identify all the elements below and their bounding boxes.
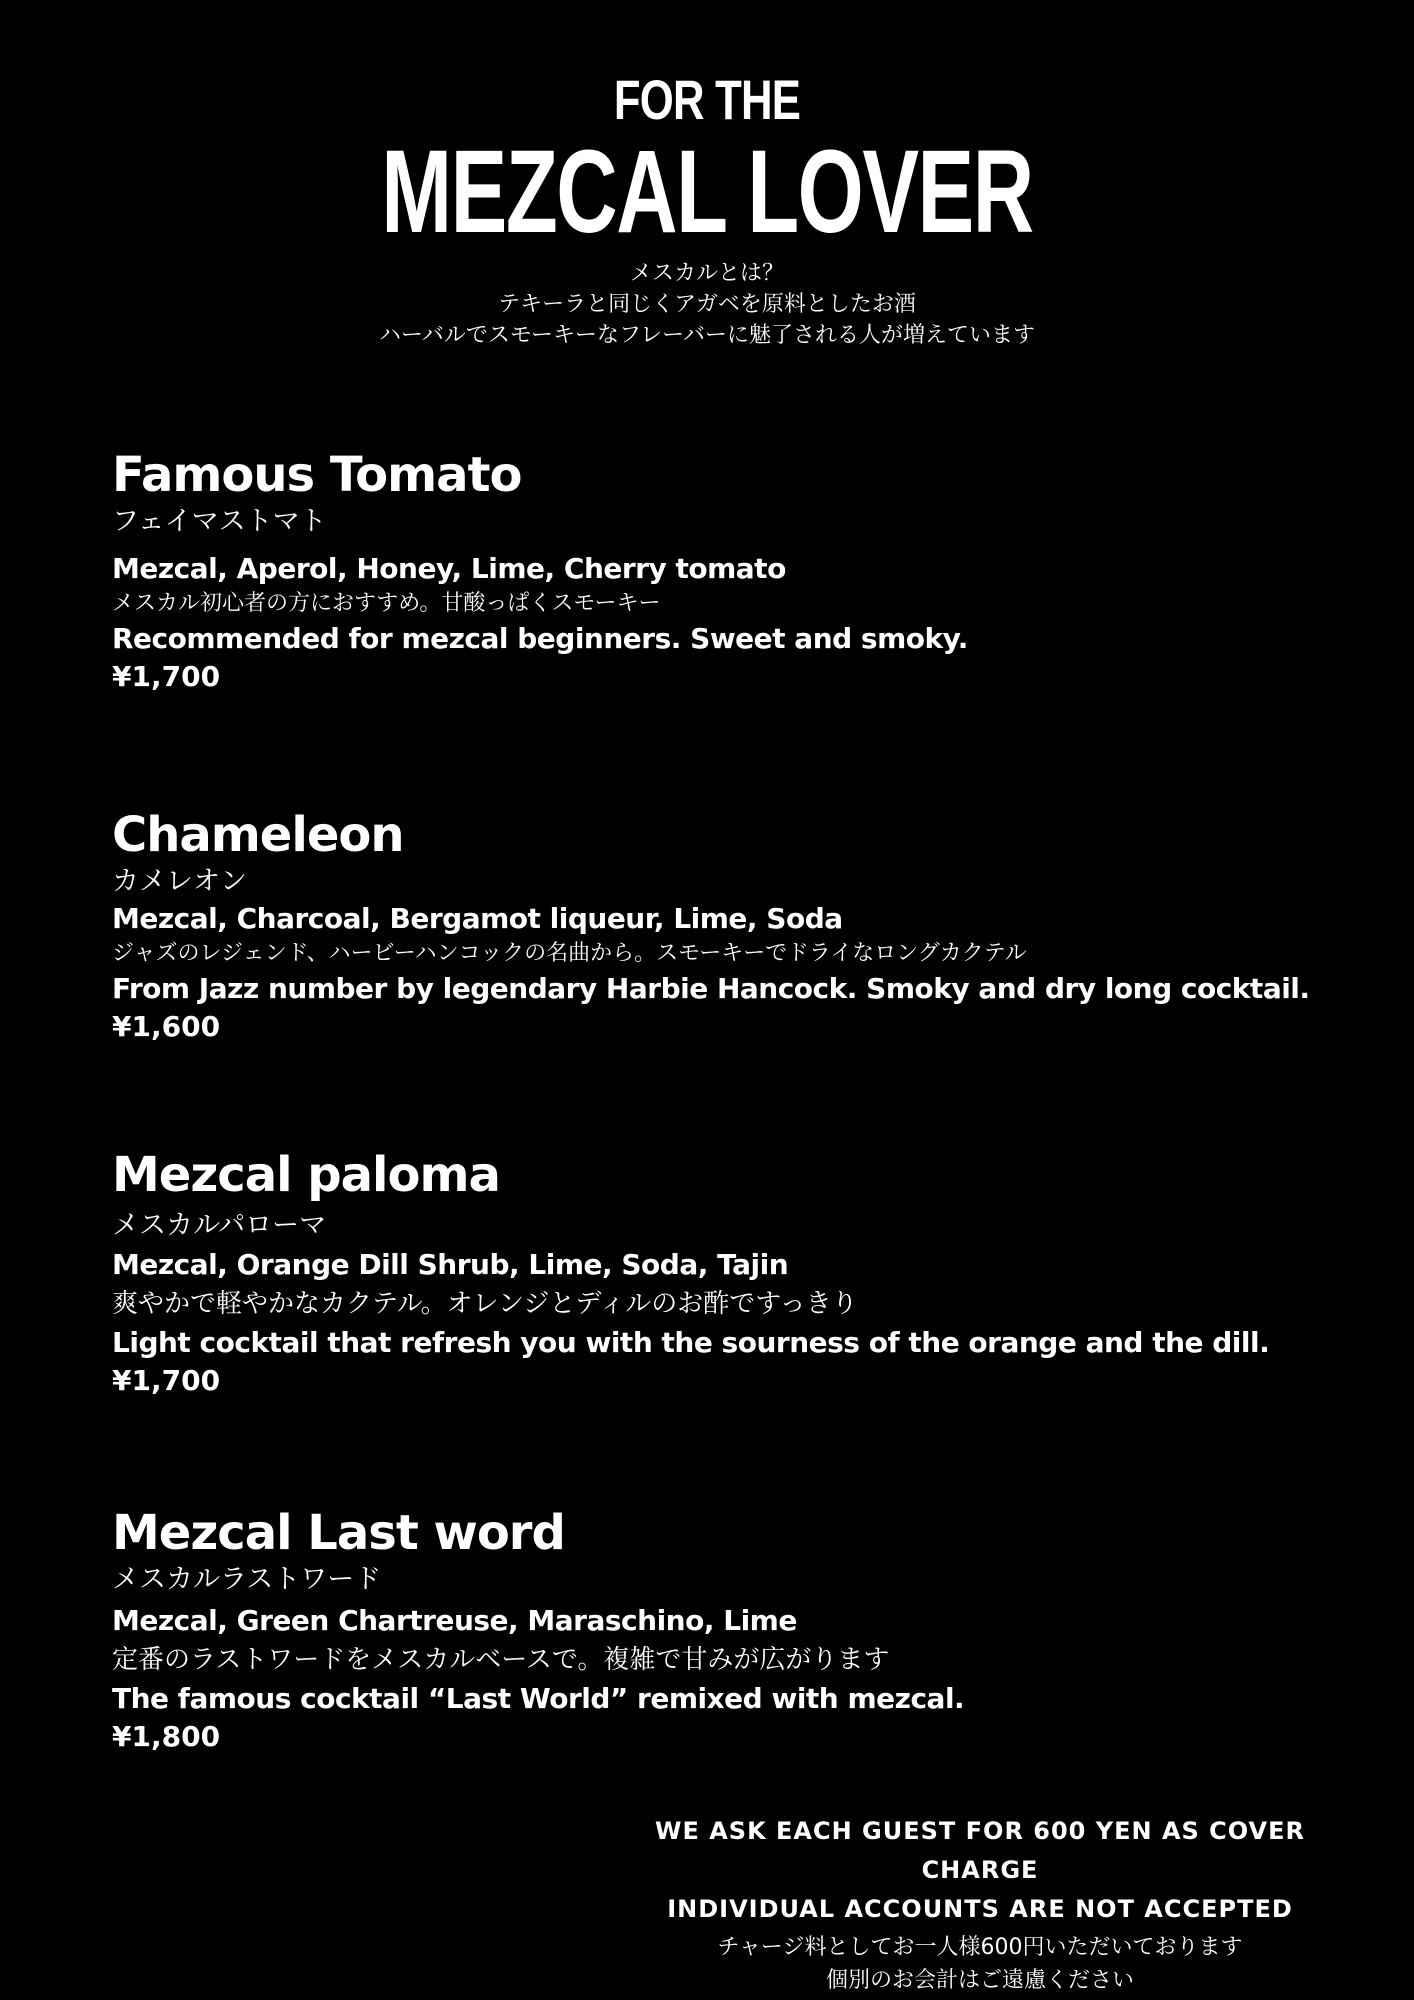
menu-header bbox=[0, 70, 1414, 351]
item-price: ¥1,800 bbox=[112, 1720, 221, 1753]
item-ingredients: Mezcal, Aperol, Honey, Lime, Cherry tomato bbox=[112, 552, 786, 585]
item-kana: カメレオン bbox=[112, 866, 247, 897]
item-description-en: From Jazz number by legendary Harbie Hancock. Smoky and dry long cocktail. bbox=[112, 972, 1310, 1005]
menu-item-chameleon bbox=[112, 806, 1312, 1046]
item-price: ¥1,700 bbox=[112, 1364, 221, 1397]
cover-charge-jp: チャージ料としてお一人様600円いただいております bbox=[717, 1935, 1243, 1960]
individual-accounts-en: INDIVIDUAL ACCOUNTS ARE NOT ACCEPTED bbox=[667, 1895, 1293, 1923]
item-description-en: The famous cocktail “Last World” remixed with mezcal. bbox=[112, 1682, 965, 1715]
intro-text bbox=[0, 258, 1414, 351]
item-kana: メスカルラストワード bbox=[112, 1564, 382, 1595]
item-price: ¥1,700 bbox=[112, 660, 221, 693]
menu-item-mezcal-paloma bbox=[112, 1146, 1312, 1400]
cover-charge-en: WE ASK EACH GUEST FOR 600 YEN AS COVER CHARGE bbox=[655, 1817, 1305, 1884]
item-ingredients: Mezcal, Charcoal, Bergamot liqueur, Lime, Soda bbox=[112, 902, 843, 935]
item-name: Mezcal paloma bbox=[112, 1147, 500, 1203]
item-name: Famous Tomato bbox=[112, 447, 522, 503]
item-description-jp: ジャズのレジェンド、ハービーハンコックの名曲から。スモーキーでドライなロングカクテル bbox=[112, 941, 1027, 966]
item-description-jp: メスカル初心者の方におすすめ。甘酸っぱくスモーキー bbox=[112, 591, 661, 616]
cover-charge-notice bbox=[600, 1812, 1360, 1997]
item-name: Chameleon bbox=[112, 807, 404, 863]
menu-item-famous-tomato bbox=[112, 446, 1312, 696]
item-ingredients: Mezcal, Green Chartreuse, Maraschino, Lime bbox=[112, 1604, 797, 1637]
item-description-en: Light cocktail that refresh you with the sourness of the orange and the dill. bbox=[112, 1326, 1270, 1359]
item-description-en: Recommended for mezcal beginners. Sweet and smoky. bbox=[112, 622, 968, 655]
individual-accounts-jp: 個別のお会計はご遠慮ください bbox=[825, 1968, 1134, 1993]
menu-item-mezcal-last-word bbox=[112, 1504, 1312, 1756]
title-mezcal-lover: MEZCAL LOVER bbox=[381, 126, 1033, 258]
title-for-the: FOR THE bbox=[613, 68, 801, 131]
item-ingredients: Mezcal, Orange Dill Shrub, Lime, Soda, Tajin bbox=[112, 1248, 789, 1281]
item-kana: フェイマストマト bbox=[112, 506, 327, 537]
item-price: ¥1,600 bbox=[112, 1010, 221, 1043]
item-description-jp: 定番のラストワードをメスカルベースで。複雑で甘みが広がります bbox=[112, 1645, 890, 1675]
item-description-jp: 爽やかで軽やかなカクテル。オレンジとディルのお酢ですっきり bbox=[112, 1289, 858, 1319]
item-kana: メスカルパローマ bbox=[112, 1210, 327, 1241]
item-name: Mezcal Last word bbox=[112, 1505, 565, 1561]
intro-line: テキーラと同じくアガベを原料としたお酒 bbox=[498, 292, 916, 317]
intro-line: ハーバルでスモーキーなフレーバーに魅了される人が増えています bbox=[378, 323, 1036, 348]
intro-line: メスカルとは？ bbox=[629, 261, 784, 286]
